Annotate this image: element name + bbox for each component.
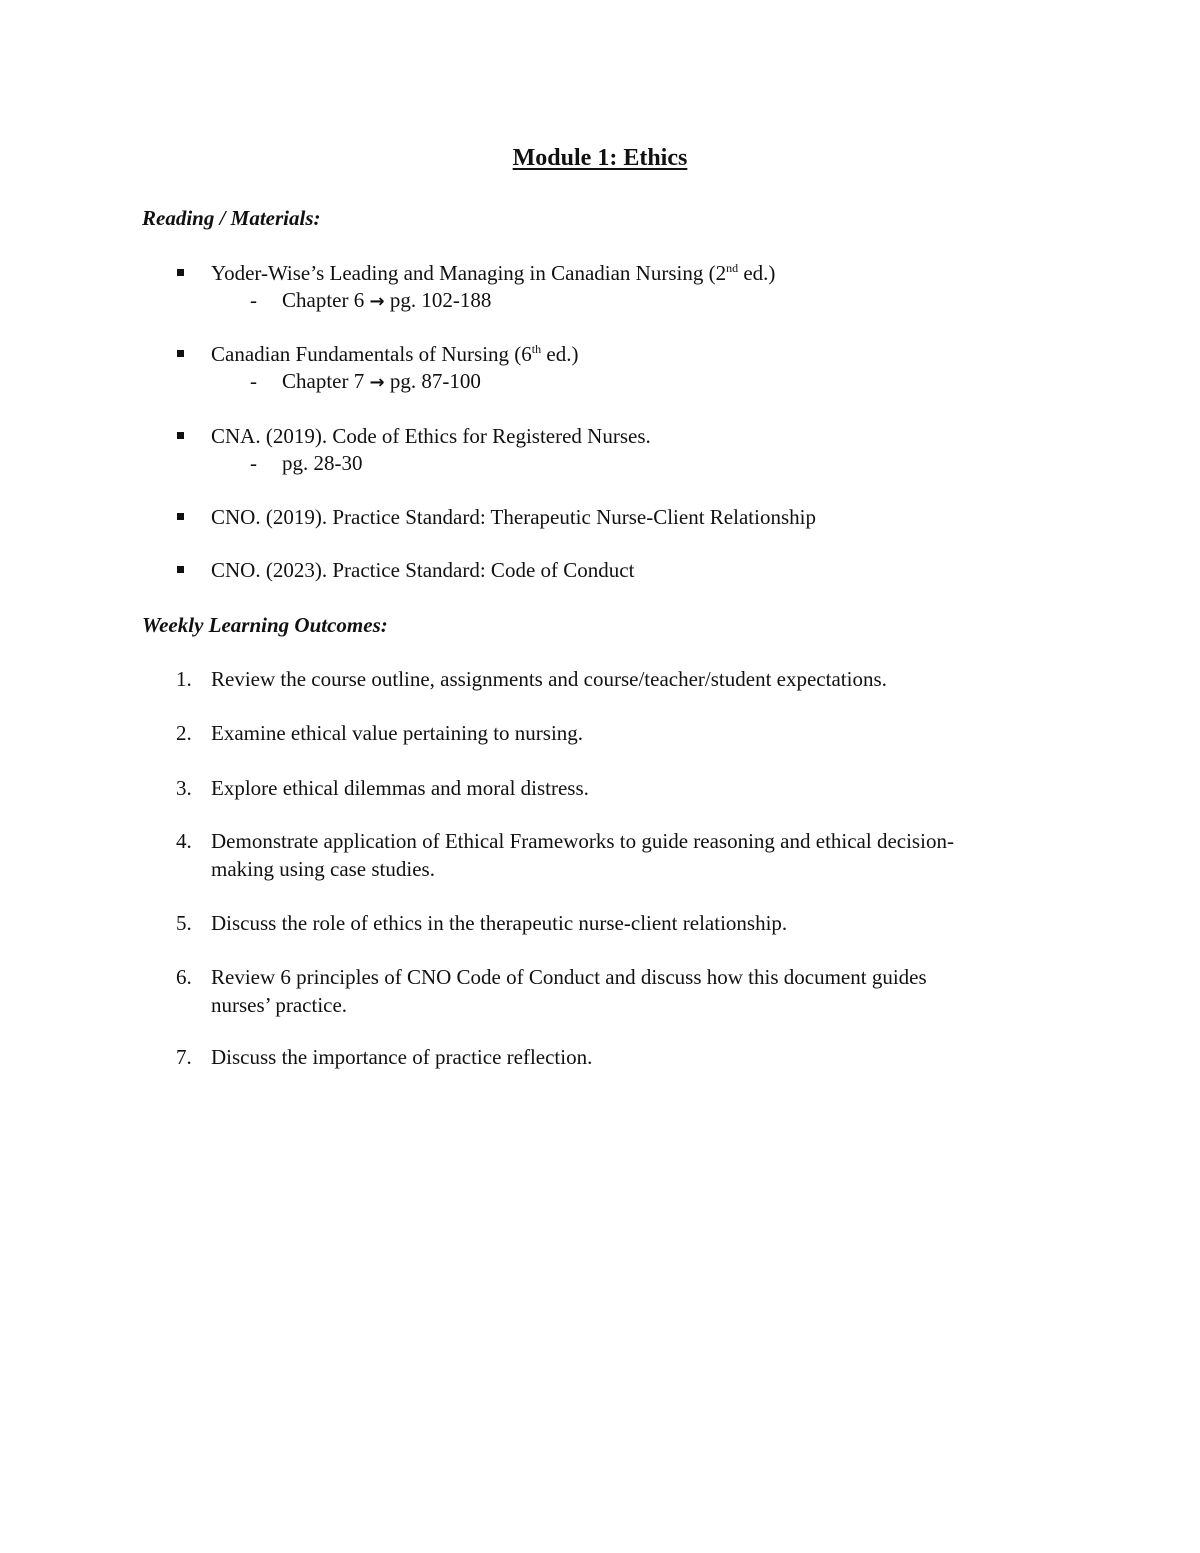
square-bullet-icon	[177, 566, 184, 573]
page-range: pg. 102-188	[384, 288, 492, 312]
reading-text: Yoder-Wise’s Leading and Managing in Canadian Nursing (2	[211, 261, 727, 285]
outcome-number: 4.	[176, 829, 192, 853]
chapter-label: Chapter 6	[282, 288, 370, 312]
outcome-text: Discuss the importance of practice reflection.	[211, 1045, 593, 1069]
reading-item	[0, 556, 1200, 584]
reading-item	[0, 503, 1200, 531]
outcome-text-line: Demonstrate application of Ethical Frameworks to guide reasoning and ethical decision-	[211, 829, 954, 853]
reading-materials-heading: Reading / Materials:	[142, 206, 321, 230]
dash-bullet: -	[250, 451, 257, 475]
page-range: pg. 28-30	[282, 451, 363, 475]
reading-text-tail: ed.)	[541, 342, 579, 366]
outcome-number: 6.	[176, 965, 192, 989]
edition-superscript: nd	[726, 261, 739, 275]
edition-superscript: th	[531, 342, 542, 356]
right-arrow-icon: →	[369, 372, 385, 393]
right-arrow-icon: →	[369, 291, 385, 312]
outcome-text-line: making using case studies.	[211, 857, 435, 881]
outcome-number: 3.	[176, 776, 192, 800]
reading-text: CNO. (2023). Practice Standard: Code of Conduct	[211, 558, 635, 582]
page-range: pg. 87-100	[384, 369, 481, 393]
outcome-number: 2.	[176, 721, 192, 745]
learning-outcomes-heading: Weekly Learning Outcomes:	[142, 613, 388, 637]
outcome-text: Review the course outline, assignments and course/teacher/student expectations.	[211, 667, 887, 691]
outcome-text: Examine ethical value pertaining to nursing.	[211, 721, 584, 745]
dash-bullet: -	[250, 369, 257, 393]
square-bullet-icon	[177, 269, 184, 276]
reading-item	[0, 259, 1200, 287]
reading-subitem	[0, 367, 1200, 395]
square-bullet-icon	[177, 513, 184, 520]
square-bullet-icon	[177, 350, 184, 357]
page-title: Module 1: Ethics	[512, 145, 688, 171]
outcome-text-line: nurses’ practice.	[211, 993, 348, 1017]
outcome-text: Explore ethical dilemmas and moral distress.	[211, 776, 589, 800]
reading-text: Canadian Fundamentals of Nursing (6	[211, 342, 532, 366]
outcome-number: 5.	[176, 911, 192, 935]
outcome-text: Discuss the role of ethics in the therapeutic nurse-client relationship.	[211, 911, 788, 935]
reading-text: CNO. (2019). Practice Standard: Therapeutic Nurse-Client Relationship	[211, 505, 816, 529]
outcome-number: 1.	[176, 667, 192, 691]
dash-bullet: -	[250, 288, 257, 312]
reading-text: CNA. (2019). Code of Ethics for Registered Nurses.	[211, 424, 651, 448]
reading-item	[0, 340, 1200, 368]
reading-item	[0, 422, 1200, 450]
square-bullet-icon	[177, 432, 184, 439]
reading-subitem	[0, 449, 1200, 477]
reading-subitem	[0, 286, 1200, 314]
chapter-label: Chapter 7	[282, 369, 370, 393]
outcome-number: 7.	[176, 1045, 192, 1069]
outcome-text-line: Review 6 principles of CNO Code of Conduct and discuss how this document guides	[211, 965, 927, 989]
reading-text-tail: ed.)	[738, 261, 776, 285]
